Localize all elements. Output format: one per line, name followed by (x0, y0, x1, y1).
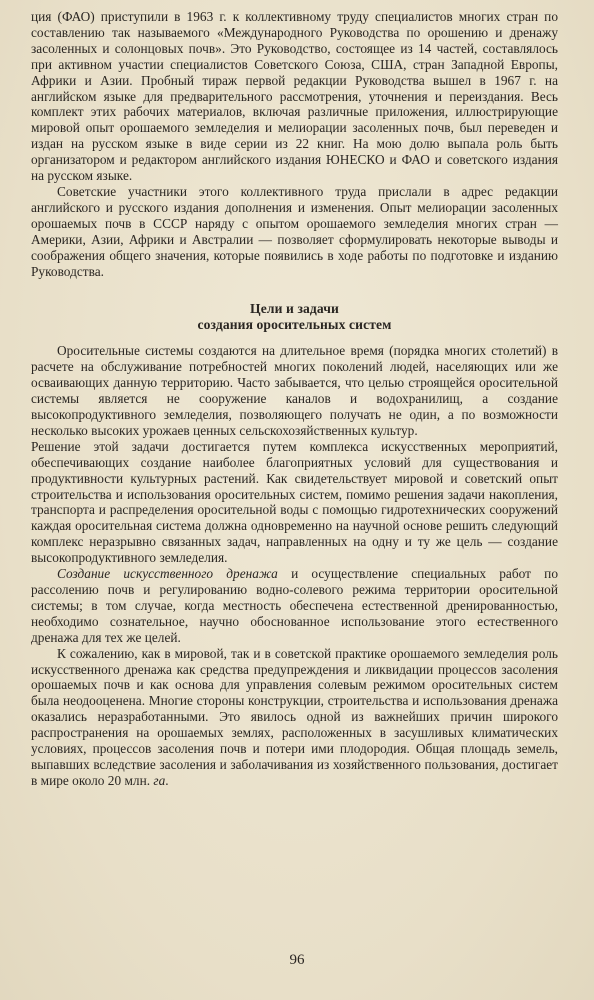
page-number: 96 (289, 952, 305, 968)
paragraph (31, 646, 558, 789)
section-heading (31, 301, 558, 333)
paragraph: Решение этой задачи достигается путем комплекса искусственных мероприятий, обеспечивающих создание наиболее благоприятных условий для существования и продуктивности культурных растений. Как свидетельствует мировой и советский опыт строительства и использования оросительных систем, помимо решения задачи накопления, транспорта и распределения оросительной воды с помощью гидротехнических сооружений каждая оросительная система должна одновременно на научной основе решить следующий комплекс неразрывно связанных задач, направленных на одну и ту же цель — создание высокопродуктивного земледелия. (31, 438, 558, 566)
heading-spacer (31, 333, 558, 343)
paragraph-continued: ция (ФАО) приступили в 1963 г. к коллективному труду специалистов многих стран по составлению так называемого «Международного Руководства по орошению и дренажу засоленных и солонцовых почв». Это Руководство, состоящее из 14 частей, составлялось при активном участии специалистов Советского Союза, США, стран Западной Европы, Африки и Азии. Пробный тираж первой редакции Руководства вышел в 1967 г. на английском языке для предварительного рассмотрения, уточнения и переиздания. Весь комплект этих рабочих материалов, включая различные приложения, иллюстрирующие мировой опыт орошаемого земледелия и мелиорации засоленных почв, был переведен и издан на русском языке в виде серии из 22 книг. На мою долю выпала роль быть организатором и редактором английского издания ЮНЕСКО и ФАО и советского издания на русском языке. (31, 9, 558, 184)
paragraph-text: и осуществление специальных работ по рассолению почв и регулированию водно-солевого режима территории оросительной системы; в том случае, когда местность обеспечена естественной дренированностью, необходимо сознательное, научно обоснованное использование этого естественного дренажа для тех же целей. (31, 566, 558, 645)
paragraph (31, 566, 558, 646)
unit-abbreviation: га (153, 772, 166, 788)
italic-term: Создание искусственного дренажа (57, 566, 278, 582)
paragraph: Советские участники этого коллективного труда прислали в адрес редакции английского и русского издания дополнения и изменения. Опыт мелиорации засоленных орошаемых почв в СССР наряду с опытом орошаемого земледелия многих стран — Америки, Азии, Африки и Австралии — позволяет сформулировать некоторые выводы и соображения общего значения, которые появились в ходе работы по подготовке и изданию Руководства. (31, 183, 558, 279)
paragraph-end: . (165, 772, 169, 788)
section-heading-line-2: создания оросительных систем (197, 317, 392, 333)
paragraph-text: К сожалению, как в мировой, так и в советской практике орошаемого земледелия роль искусственного дренажа как средства предупреждения и ликвидации процессов засоления орошаемых почв и как основа для управления солевым режимом оросительных систем была неодооценена. Многие стороны конструкции, строительства и использования дренажа оказались неразработанными. Это явилось одной из важнейших причин широкого распространения на орошаемых землях, расположенных в засушливых климатических условиях, процессов засоления почв и потери ими плодородия. Общая площадь земель, выпавших вследствие засоления и заболачивания из хозяйственного пользования, достигает в мире около 20 млн. (31, 645, 558, 788)
section-spacer (31, 279, 558, 301)
section-heading-line-1: Цели и задачи (250, 301, 339, 317)
paragraph: Оросительные системы создаются на длительное время (порядка многих столетий) в расчете на обслуживание потребностей многих поколений людей, населяющих или же осваивающих данную территорию. Часто забывается, что целью строящейся оросительной системы является не сооружение каналов и водохранилищ, а создание высокопродуктивного земледелия, позволяющего получать не один, а по возможности несколько высоких урожаев ценных сельскохозяйственных культур. (31, 343, 558, 438)
